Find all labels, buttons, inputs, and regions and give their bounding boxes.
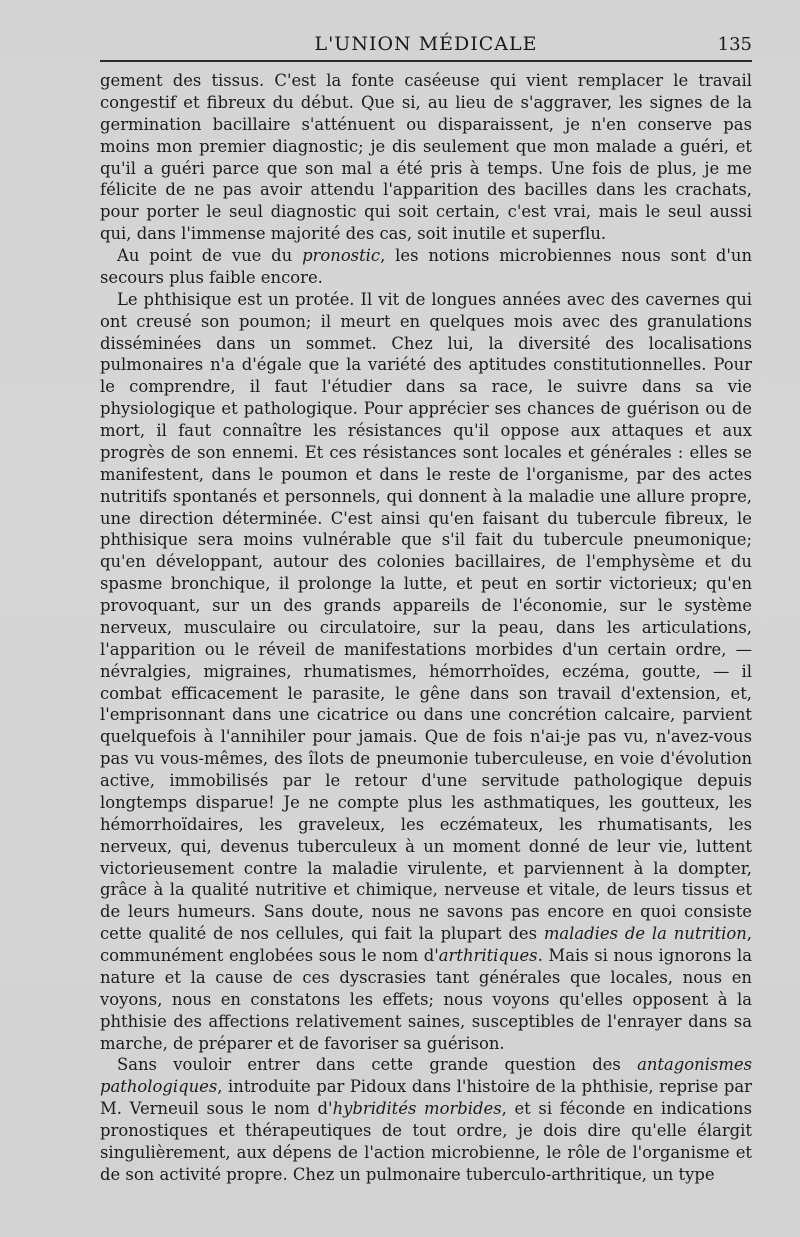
text-segment: , les notions microbiennes nous sont d'un secours plus faible encore. [100,246,752,287]
body-text [100,70,752,1186]
text-segment: Le phthisique est un protée. Il vit de longues années avec des cavernes qui ont creusé son poumon; il meurt en quelques mois avec des granulations disséminées dans un sommet. Chez lui, la diversité des localisations pulmonaires n'a d'égale que la variété des aptitudes constitutionnelles. Pour le comprendre, il faut l'étudier dans sa race, le suivre dans sa vie physiologique et pathologique. Pour apprécier ses chances de guérison ou de mort, il faut connaître les résistances qu'il oppose aux attaques et aux progrès de son ennemi. Et ces résistances sont locales et générales : elles se manifestent, dans le poumon et dans le reste de l'organisme, par des actes nutritifs spontanés et personnels, qui donnent à la maladie une allure propre, une direction déterminée. C'est ainsi qu'en faisant du tubercule fibreux, le phthisique sera moins vulnérable que s'il fait du tubercule pneumonique; qu'en développant, autour des colonies bacillaires, de l'emphysème et du spasme bronchique, il prolonge la lutte, et peut en sortir victorieux; qu'en provoquant, sur un des grands appareils de l'économie, sur le système nerveux, musculaire ou circulatoire, sur la peau, dans les articulations, l'apparition ou le réveil de manifestations morbides d'un certain ordre, — névralgies, migraines, rhumatismes, hémorrhoïdes, eczéma, goutte, — il combat efficacement le parasite, le gêne dans son travail d'extension, et, l'emprisonnant dans une cicatrice ou dans une concrétion calcaire, parvient quelquefois à l'annihiler pour jamais. Que de fois n'ai-je pas vu, n'avez-vous pas vu vous-mêmes, des îlots de pneumonie tuberculeuse, en voie d'évolution active, immobilisés par le retour d'une servitude pathologique depuis longtemps disparue! Je ne compte plus les asthmatiques, les goutteux, les hémorrhoïdaires, les graveleux, les eczémateux, les rhumatisants, les nerveux, qui, devenus tuberculeux à un moment donné de leur vie, luttent victorieusement contre la maladie virulente, et parviennent à la dompter, grâce à la qualité nutritive et chimique, nerveuse et vitale, de leurs tissus et de leurs humeurs. Sans doute, nous ne savons pas encore en quoi consiste cette qualité de nos cellules, qui fait la plupart des [100,289,752,944]
paragraph [100,289,752,1055]
text-segment: . Mais si nous ignorons la nature et la cause de ces dyscrasies tant générales que locales, nous en voyons, nous en constatons les effets; nous voyons qu'elles opposent à la phthisie des affections relativement saines, susceptibles de l'enrayer dans sa marche, de préparer et de favoriser sa guérison. [100,946,753,1053]
header-rule [100,60,752,62]
text-segment: , et si féconde en indications pronostiques et thérapeutiques de tout ordre, je dois dire qu'elle élargit singulièrement, aux dépens de l'action microbienne, le rôle de l'organisme et de son activité propre. Chez un pulmonaire tuberculo-arthritique, un type [100,1099,752,1184]
text-segment: , introduite par Pidoux dans l'histoire de la phthisie, reprise par M. Verneuil sous le nom d' [100,1077,752,1119]
text-segment: Au point de vue du [117,246,303,265]
text-segment: , communément englobées sous le nom d' [100,924,752,965]
text-segment: Sans vouloir entrer dans cette grande question des [117,1055,638,1075]
italic-text: pronostic [302,246,381,265]
italic-text: arthritiques [438,946,538,965]
italic-text: antagonismes pathologiques [100,1055,752,1097]
paragraph [100,70,752,245]
italic-text: hybridités morbides [332,1099,502,1119]
paragraph [100,1054,752,1185]
text-segment: gement des tissus. C'est la fonte caséeuse qui vient remplacer le travail congestif et fibreux du début. Que si, au lieu de s'aggraver, les signes de la germination bacillaire s'atténuent ou disparaissent, je n'en conserve pas moins mon premier diagnostic; je dis seulement que mon malade a guéri, et qu'il a guéri parce que son mal a été pris à temps. Une fois de plus, je me félicite de ne pas avoir attendu l'apparition des bacilles dans les crachats, pour porter le seul diagnostic qui soit certain, c'est vrai, mais le seul aussi qui, dans l'immense majorité des cas, soit inutile et superflu. [100,71,752,244]
page-header [100,28,752,64]
page-number: 135 [717,34,752,55]
running-title: L'UNION MÉDICALE [314,33,538,55]
italic-text: maladies de la nutrition [543,924,747,944]
paragraph [100,245,752,289]
